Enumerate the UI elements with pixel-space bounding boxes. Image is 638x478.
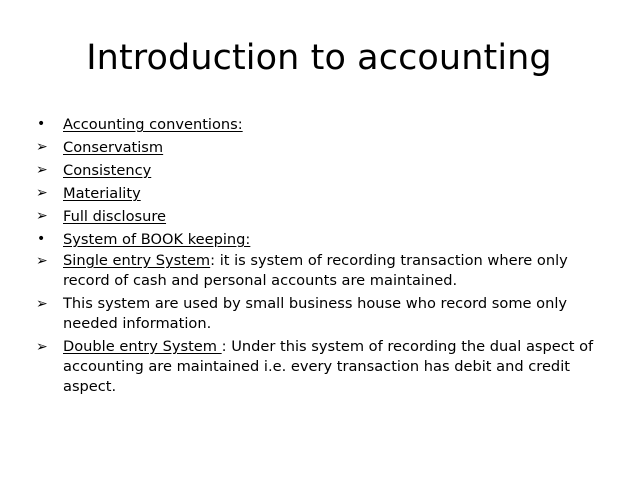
list-item (36, 159, 596, 182)
list-item (36, 294, 596, 334)
bullet-term: Consistency (63, 162, 152, 179)
round-bullet-icon: • (37, 231, 46, 247)
list-item (36, 113, 596, 136)
round-bullet-icon: • (37, 116, 46, 132)
list-item (36, 228, 596, 251)
arrow-bullet-icon: ➢ (36, 253, 48, 269)
bullet-term: Full disclosure (63, 208, 167, 225)
bullet-heading: Accounting conventions: (63, 116, 243, 133)
bullet-term: Materiality (63, 185, 141, 202)
list-item (36, 251, 596, 291)
arrow-bullet-icon: ➢ (36, 162, 48, 178)
slide-title: Introduction to accounting (86, 38, 552, 78)
bullet-term: Conservatism (63, 139, 164, 156)
list-item (36, 205, 596, 228)
list-item (36, 337, 596, 397)
bullet-text: : Under this system of recording the dual aspect of accounting are maintained i.e. every transaction has debit and credit aspect. (63, 338, 594, 395)
bullet-list (36, 113, 596, 400)
arrow-bullet-icon: ➢ (36, 296, 48, 312)
arrow-bullet-icon: ➢ (36, 208, 48, 224)
arrow-bullet-icon: ➢ (36, 339, 48, 355)
list-item (36, 182, 596, 205)
bullet-heading: System of BOOK keeping: (63, 231, 251, 248)
bullet-text: This system are used by small business house who record some only needed information. (63, 295, 568, 332)
arrow-bullet-icon: ➢ (36, 185, 48, 201)
bullet-text: : it is system of recording transaction where only record of cash and personal accounts are maintained. (63, 252, 568, 289)
bullet-term: Single entry System (63, 252, 211, 269)
list-item (36, 136, 596, 159)
bullet-term: Double entry System (63, 338, 222, 355)
arrow-bullet-icon: ➢ (36, 139, 48, 155)
